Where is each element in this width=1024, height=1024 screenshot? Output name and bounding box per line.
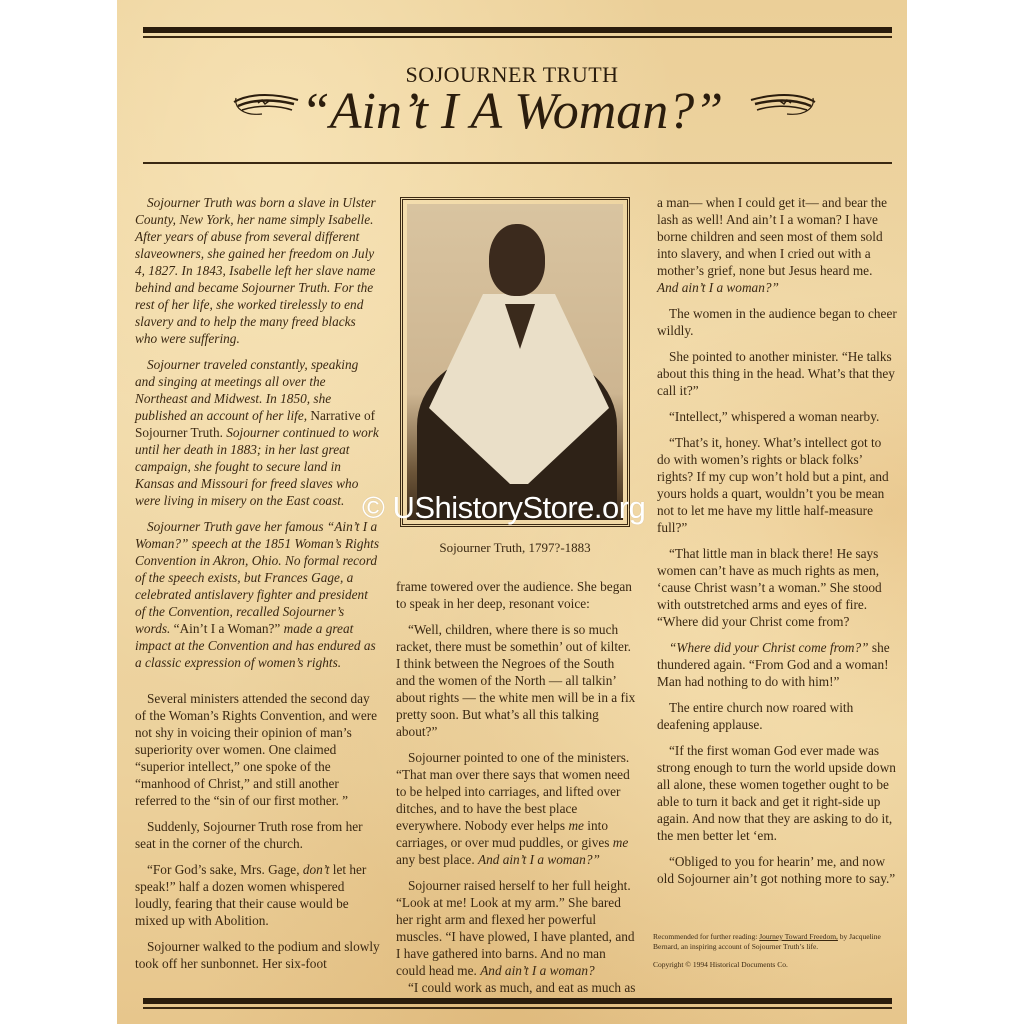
middle-story-column [396,578,636,1005]
portrait-frame [400,197,630,527]
right-flourish-icon [747,90,817,120]
top-rule-thin [143,36,892,38]
story-paragraph: “Intellect,” whispered a woman nearby. [669,409,880,424]
story-paragraph: “For God’s sake, Mrs. Gage, don’t let her speak!” half a dozen women whispered loudly, fearing that their cause would be mixed up with Abolition. [135,862,367,928]
story-paragraph: Sojourner raised herself to her full height. “Look at me! Look at my arm.” She bared her right arm and flexed her powerful muscles. “I have plowed, I have planted, and I have gathered into barns. And no man could head me. And ain’t I a woman? [396,878,635,978]
story-paragraph: “I could work as much, and eat as much as [408,980,636,995]
book-title: Narrative of Sojourner Truth. [135,408,376,440]
speech-title: “Ain’t I a Woman?” [173,621,281,636]
watermark-text: © UShistoryStore.org [362,490,646,525]
copyright-notice: Copyright © 1994 Historical Documents Co. [653,960,788,969]
story-paragraph: “Well, children, where there is so much racket, there must be somethin’ out of kilter. I think between the Negroes of the South and the women of the North — all talkin’ about rights — the white men will be in a fix pretty soon. But what’s all this talking about?” [396,622,636,739]
portrait-photo [407,204,623,520]
recommended-book-title: Journey Toward Freedom, [759,932,838,941]
story-paragraph: “Obliged to you for hearin’ me, and now old Sojourner ain’t got nothing more to say.” [657,854,896,886]
further-reading-note: Recommended for further reading: Journey Toward Freedom, by Jacqueline Bernard, an inspiring account of Sojourner Truth’s life. [653,932,881,951]
top-rule-thick [143,27,892,33]
portrait-caption: Sojourner Truth, 1797?-1883 [439,540,591,555]
intro-paragraph-2: Sojourner traveled constantly, speaking and singing at meetings all over the Northeast and Midwest. In 1850, she published an account of her life, Narrative of Sojourner Truth. Sojourner continued to work until her death in 1883; in her last great campaign, she fought to secure land in Kansas and Missouri for freed slaves who were living in misery on the East coast. [135,357,379,508]
subject-name: SOJOURNER TRUTH [405,62,619,87]
right-story-column [657,194,897,896]
intro-paragraph-1: Sojourner Truth was born a slave in Ulster County, New York, her name simply Isabelle. After years of abuse from several different slaveowners, she gained her freedom on July 4, 1827. In 1843, Isabelle left her slave name behind and became Sojourner Truth. For the rest of her life, she worked tirelessly to end slavery and to help the many freed blacks who were suffering. [135,195,376,346]
document-page [117,0,907,1024]
left-story-column [135,690,380,981]
title-underline-rule [143,162,892,164]
story-paragraph: a man— when I could get it— and bear the lash as well! And ain’t I a woman? I have borne children and seen most of them sold into slavery, and when I cried out with a mother’s grief, none but Jesus heard me. And ain’t I a woman?” [657,195,888,295]
story-paragraph: Sojourner walked to the podium and slowly took off her sunbonnet. Her six-foot [135,939,380,971]
story-paragraph: “That’s it, honey. What’s intellect got to do with women’s rights or black folks’ rights? If my cup won’t hold but a pint, and yours holds a quart, wouldn’t you be mean not to let me have my little half-measure full?” [657,435,889,535]
story-paragraph: The women in the audience began to cheer wildly. [657,306,897,338]
story-paragraph: “Where did your Christ come from?” she thundered again. “From God and a woman! Man had nothing to do with him!” [657,640,890,689]
intro-column [135,194,380,680]
story-paragraph: Suddenly, Sojourner Truth rose from her seat in the corner of the church. [135,819,363,851]
bottom-rule-thin [143,1007,892,1009]
story-paragraph: Several ministers attended the second day of the Woman’s Rights Convention, and were not shy in voicing their opinion of man’s superiority over women. One claimed “superior intellect,” one spoke of the “manhood of Christ,” and still another referred to the “sin of our first mother. ” [135,691,378,808]
bottom-rule-thick [143,998,892,1004]
document-title: “Ain’t I A Woman?” [300,83,724,140]
story-paragraph: Sojourner pointed to one of the ministers. “That man over there says that women need to be helped into carriages, and lifted over ditches, and to have the best place everywhere. Nobody ever helps me into carriages, or over mud puddles, or gives me any best place. And ain’t I a woman?” [396,750,630,867]
intro-paragraph-3: Sojourner Truth gave her famous “Ain’t I a Woman?” speech at the 1851 Woman’s Rights Convention in Akron, Ohio. No formal record of the speech exists, but Frances Gage, a celebrated antislavery fighter and president of the Convention, recalled Sojourner’s words. “Ain’t I a Woman?” made a great impact at the Convention and has endured as a classic expression of women’s rights. [135,519,380,670]
story-paragraph: She pointed to another minister. “He talks about this thing in the head. What’s that they call it?” [657,349,895,398]
story-paragraph: “That little man in black there! He says women can’t have as much rights as men, ‘cause Christ wasn’t a woman.” She stood with outstretched arms and eyes of fire. “Where did your Christ come from? [657,546,882,629]
story-paragraph: frame towered over the audience. She began to speak in her deep, resonant voice: [396,579,632,611]
story-paragraph: “If the first woman God ever made was strong enough to turn the world upside down all alone, these women together ought to be able to turn it back and get it right-side up again. And now that they are asking to do it, the men better let ‘em. [657,743,896,843]
story-paragraph: The entire church now roared with deafening applause. [657,700,854,732]
